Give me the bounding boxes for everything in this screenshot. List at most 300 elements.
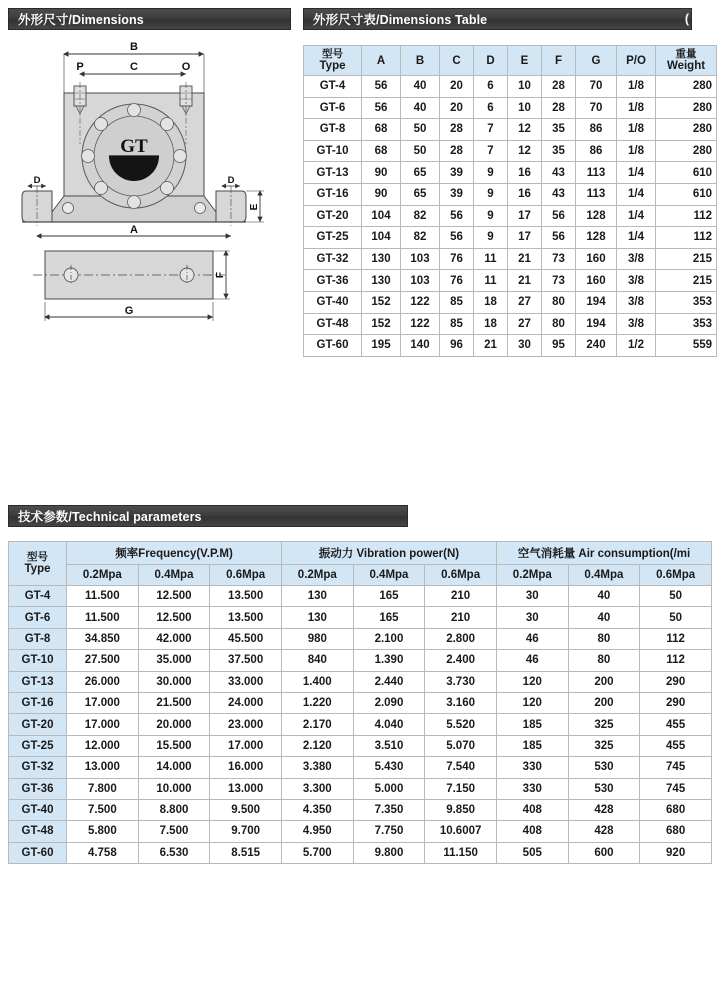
cell-a: 90 bbox=[362, 183, 401, 205]
column-header-c: C bbox=[440, 46, 474, 76]
cell-f06: 9.700 bbox=[210, 821, 282, 842]
cell-f: 80 bbox=[542, 291, 576, 313]
table-row bbox=[9, 778, 712, 799]
cell-a02: 408 bbox=[496, 821, 568, 842]
cell-a06: 745 bbox=[640, 757, 712, 778]
cell-d: 9 bbox=[474, 227, 508, 249]
cell-f02: 4.758 bbox=[67, 842, 139, 863]
cell-type: GT-32 bbox=[304, 248, 362, 270]
cell-a02: 185 bbox=[496, 735, 568, 756]
cell-g: 194 bbox=[576, 291, 617, 313]
cell-v04: 5.430 bbox=[353, 757, 425, 778]
cell-d: 9 bbox=[474, 205, 508, 227]
table-row bbox=[304, 313, 717, 335]
cell-a06: 290 bbox=[640, 692, 712, 713]
cell-b: 40 bbox=[401, 76, 440, 98]
cell-a04: 428 bbox=[568, 821, 640, 842]
column-header-type-tech-cn: 型号 bbox=[27, 550, 48, 563]
cell-f04: 15.500 bbox=[138, 735, 210, 756]
cell-f02: 17.000 bbox=[67, 692, 139, 713]
cell-weight: 280 bbox=[656, 97, 717, 119]
column-header-air-04: 0.4Mpa bbox=[568, 565, 640, 586]
cell-a04: 600 bbox=[568, 842, 640, 863]
column-header-type-tech bbox=[9, 542, 67, 586]
table-row bbox=[304, 162, 717, 184]
cell-f06: 13.500 bbox=[210, 586, 282, 607]
dimension-f bbox=[213, 251, 230, 299]
cell-type: GT-36 bbox=[9, 778, 67, 799]
cell-type: GT-6 bbox=[304, 97, 362, 119]
section-header-dimensions-label: 外形尺寸/Dimensions bbox=[18, 13, 144, 27]
cell-f: 43 bbox=[542, 162, 576, 184]
cell-po: 1/4 bbox=[617, 205, 656, 227]
dimension-label-d-right: D bbox=[227, 175, 235, 186]
cell-v02: 1.400 bbox=[281, 671, 353, 692]
table-row bbox=[304, 335, 717, 357]
cell-po: 1/4 bbox=[617, 162, 656, 184]
cell-v02: 4.950 bbox=[281, 821, 353, 842]
cell-type: GT-4 bbox=[304, 76, 362, 98]
cell-f06: 37.500 bbox=[210, 650, 282, 671]
cell-f04: 7.500 bbox=[138, 821, 210, 842]
cell-po: 3/8 bbox=[617, 248, 656, 270]
column-header-g: G bbox=[576, 46, 617, 76]
cell-f02: 12.000 bbox=[67, 735, 139, 756]
cell-weight: 559 bbox=[656, 335, 717, 357]
table-row bbox=[304, 140, 717, 162]
technical-parameters-table bbox=[8, 541, 712, 864]
section-header-dimensions bbox=[8, 8, 291, 30]
cell-a: 104 bbox=[362, 205, 401, 227]
cell-a06: 290 bbox=[640, 671, 712, 692]
table-row bbox=[9, 821, 712, 842]
cell-a: 195 bbox=[362, 335, 401, 357]
cell-b: 50 bbox=[401, 119, 440, 141]
dimension-label-a: A bbox=[130, 224, 138, 236]
cell-d: 9 bbox=[474, 183, 508, 205]
cell-f06: 13.500 bbox=[210, 607, 282, 628]
dimension-label-f: F bbox=[215, 271, 226, 279]
cell-v06: 11.150 bbox=[425, 842, 497, 863]
column-header-weight bbox=[656, 46, 717, 76]
cell-f: 43 bbox=[542, 183, 576, 205]
cell-b: 82 bbox=[401, 227, 440, 249]
technical-drawing bbox=[8, 36, 291, 326]
drawing-logo-gt: GT bbox=[120, 136, 148, 157]
front-view bbox=[22, 82, 246, 226]
cell-v04: 165 bbox=[353, 607, 425, 628]
cell-d: 7 bbox=[474, 119, 508, 141]
cell-v06: 210 bbox=[425, 586, 497, 607]
cell-f02: 7.800 bbox=[67, 778, 139, 799]
cell-c: 85 bbox=[440, 291, 474, 313]
cell-a04: 40 bbox=[568, 607, 640, 628]
cell-v06: 210 bbox=[425, 607, 497, 628]
cell-f: 35 bbox=[542, 140, 576, 162]
cell-f02: 11.500 bbox=[67, 586, 139, 607]
cell-f06: 24.000 bbox=[210, 692, 282, 713]
cell-g: 70 bbox=[576, 76, 617, 98]
cell-type: GT-6 bbox=[9, 607, 67, 628]
cell-v06: 5.520 bbox=[425, 714, 497, 735]
cell-a06: 112 bbox=[640, 650, 712, 671]
cell-b: 122 bbox=[401, 313, 440, 335]
cell-c: 20 bbox=[440, 97, 474, 119]
cell-v04: 9.800 bbox=[353, 842, 425, 863]
cell-g: 160 bbox=[576, 248, 617, 270]
column-header-freq-04: 0.4Mpa bbox=[138, 565, 210, 586]
column-header-type-tech-en: Type bbox=[24, 562, 51, 575]
cell-f: 80 bbox=[542, 313, 576, 335]
cell-weight: 353 bbox=[656, 313, 717, 335]
cell-v02: 2.170 bbox=[281, 714, 353, 735]
cell-g: 128 bbox=[576, 227, 617, 249]
cell-type: GT-4 bbox=[9, 586, 67, 607]
cell-f04: 12.500 bbox=[138, 586, 210, 607]
section-header-technical bbox=[8, 505, 408, 527]
section-header-dimensions-table-suffix: ( bbox=[684, 12, 689, 26]
table-row bbox=[304, 119, 717, 141]
cell-e: 12 bbox=[508, 140, 542, 162]
cell-a04: 325 bbox=[568, 714, 640, 735]
cell-a04: 530 bbox=[568, 778, 640, 799]
cell-type: GT-25 bbox=[9, 735, 67, 756]
cell-a02: 46 bbox=[496, 650, 568, 671]
cell-f02: 34.850 bbox=[67, 628, 139, 649]
cell-g: 113 bbox=[576, 162, 617, 184]
cell-f06: 33.000 bbox=[210, 671, 282, 692]
cell-po: 1/4 bbox=[617, 227, 656, 249]
column-header-type-en: Type bbox=[319, 59, 346, 72]
cell-c: 96 bbox=[440, 335, 474, 357]
cell-v04: 7.350 bbox=[353, 799, 425, 820]
cell-v02: 4.350 bbox=[281, 799, 353, 820]
cell-weight: 353 bbox=[656, 291, 717, 313]
cell-a04: 200 bbox=[568, 692, 640, 713]
cell-a: 68 bbox=[362, 119, 401, 141]
table-row bbox=[9, 650, 712, 671]
dimensions-table bbox=[303, 45, 717, 357]
dimension-g bbox=[45, 302, 213, 321]
cell-f02: 5.800 bbox=[67, 821, 139, 842]
cell-e: 16 bbox=[508, 183, 542, 205]
column-header-vib-06: 0.6Mpa bbox=[425, 565, 497, 586]
cell-v02: 130 bbox=[281, 586, 353, 607]
cell-g: 86 bbox=[576, 119, 617, 141]
cell-a: 152 bbox=[362, 291, 401, 313]
cell-c: 56 bbox=[440, 227, 474, 249]
cell-b: 65 bbox=[401, 183, 440, 205]
cell-v06: 10.6007 bbox=[425, 821, 497, 842]
group-header-air-consumption: 空气消耗量 Air consumption(/mi bbox=[496, 542, 711, 565]
cell-a06: 50 bbox=[640, 586, 712, 607]
table-row bbox=[9, 671, 712, 692]
cell-d: 11 bbox=[474, 270, 508, 292]
cell-v04: 2.100 bbox=[353, 628, 425, 649]
cell-v04: 7.750 bbox=[353, 821, 425, 842]
cell-d: 6 bbox=[474, 76, 508, 98]
group-header-frequency: 频率Frequency(V.P.M) bbox=[67, 542, 282, 565]
cell-v06: 3.730 bbox=[425, 671, 497, 692]
table-row bbox=[9, 692, 712, 713]
cell-v06: 2.800 bbox=[425, 628, 497, 649]
cell-v06: 3.160 bbox=[425, 692, 497, 713]
cell-e: 17 bbox=[508, 227, 542, 249]
cell-a06: 455 bbox=[640, 735, 712, 756]
cell-v06: 7.150 bbox=[425, 778, 497, 799]
cell-f: 73 bbox=[542, 270, 576, 292]
cell-a: 152 bbox=[362, 313, 401, 335]
column-header-a: A bbox=[362, 46, 401, 76]
cell-type: GT-13 bbox=[9, 671, 67, 692]
column-header-weight-cn: 重量 bbox=[675, 47, 697, 60]
cell-a06: 680 bbox=[640, 821, 712, 842]
table-row bbox=[304, 270, 717, 292]
dimension-d-left bbox=[28, 175, 46, 186]
cell-type: GT-60 bbox=[9, 842, 67, 863]
cell-e: 21 bbox=[508, 270, 542, 292]
plan-view bbox=[33, 251, 225, 299]
cell-a: 104 bbox=[362, 227, 401, 249]
cell-po: 3/8 bbox=[617, 313, 656, 335]
cell-c: 56 bbox=[440, 205, 474, 227]
cell-a: 130 bbox=[362, 270, 401, 292]
section-header-dimensions-table bbox=[303, 8, 692, 30]
column-header-freq-02: 0.2Mpa bbox=[67, 565, 139, 586]
cell-v02: 5.700 bbox=[281, 842, 353, 863]
cell-a: 90 bbox=[362, 162, 401, 184]
cell-v02: 980 bbox=[281, 628, 353, 649]
cell-v04: 2.440 bbox=[353, 671, 425, 692]
cell-type: GT-25 bbox=[304, 227, 362, 249]
cell-c: 28 bbox=[440, 140, 474, 162]
dimension-a bbox=[37, 224, 231, 236]
cell-b: 103 bbox=[401, 248, 440, 270]
cell-weight: 215 bbox=[656, 248, 717, 270]
cell-g: 194 bbox=[576, 313, 617, 335]
table-row bbox=[9, 607, 712, 628]
cell-a02: 408 bbox=[496, 799, 568, 820]
cell-d: 9 bbox=[474, 162, 508, 184]
dimension-label-p: P bbox=[76, 61, 84, 73]
cell-e: 10 bbox=[508, 76, 542, 98]
column-header-air-02: 0.2Mpa bbox=[496, 565, 568, 586]
cell-weight: 215 bbox=[656, 270, 717, 292]
cell-f02: 27.500 bbox=[67, 650, 139, 671]
cell-a06: 920 bbox=[640, 842, 712, 863]
cell-f: 28 bbox=[542, 97, 576, 119]
cell-c: 20 bbox=[440, 76, 474, 98]
cell-v06: 5.070 bbox=[425, 735, 497, 756]
cell-f04: 12.500 bbox=[138, 607, 210, 628]
cell-f02: 13.000 bbox=[67, 757, 139, 778]
cell-f04: 35.000 bbox=[138, 650, 210, 671]
cell-g: 70 bbox=[576, 97, 617, 119]
dimension-label-d-left: D bbox=[33, 175, 41, 186]
cell-a04: 428 bbox=[568, 799, 640, 820]
column-header-type-cn: 型号 bbox=[322, 47, 343, 60]
cell-type: GT-10 bbox=[304, 140, 362, 162]
table-row bbox=[304, 205, 717, 227]
cell-f06: 8.515 bbox=[210, 842, 282, 863]
cell-a04: 80 bbox=[568, 650, 640, 671]
cell-b: 65 bbox=[401, 162, 440, 184]
cell-e: 21 bbox=[508, 248, 542, 270]
cell-e: 12 bbox=[508, 119, 542, 141]
cell-e: 17 bbox=[508, 205, 542, 227]
cell-f06: 17.000 bbox=[210, 735, 282, 756]
cell-type: GT-20 bbox=[9, 714, 67, 735]
cell-po: 1/4 bbox=[617, 183, 656, 205]
cell-a: 56 bbox=[362, 76, 401, 98]
cell-c: 76 bbox=[440, 248, 474, 270]
cell-f06: 23.000 bbox=[210, 714, 282, 735]
cell-type: GT-16 bbox=[304, 183, 362, 205]
table-row bbox=[9, 757, 712, 778]
cell-f04: 30.000 bbox=[138, 671, 210, 692]
cell-f: 56 bbox=[542, 205, 576, 227]
cell-a02: 30 bbox=[496, 586, 568, 607]
cell-f06: 13.000 bbox=[210, 778, 282, 799]
cell-type: GT-40 bbox=[9, 799, 67, 820]
table-row bbox=[304, 183, 717, 205]
cell-f: 73 bbox=[542, 248, 576, 270]
cell-a04: 40 bbox=[568, 586, 640, 607]
cell-d: 18 bbox=[474, 291, 508, 313]
column-header-type bbox=[304, 46, 362, 76]
cell-a06: 745 bbox=[640, 778, 712, 799]
dimension-label-b: B bbox=[130, 41, 138, 53]
cell-f02: 26.000 bbox=[67, 671, 139, 692]
cell-d: 11 bbox=[474, 248, 508, 270]
cell-a02: 505 bbox=[496, 842, 568, 863]
cell-type: GT-32 bbox=[9, 757, 67, 778]
column-header-weight-en: Weight bbox=[666, 59, 706, 72]
cell-a04: 530 bbox=[568, 757, 640, 778]
cell-type: GT-48 bbox=[304, 313, 362, 335]
cell-a04: 80 bbox=[568, 628, 640, 649]
dimension-label-c: C bbox=[130, 61, 138, 73]
cell-f06: 45.500 bbox=[210, 628, 282, 649]
cell-v02: 2.120 bbox=[281, 735, 353, 756]
cell-weight: 112 bbox=[656, 227, 717, 249]
column-header-f: F bbox=[542, 46, 576, 76]
table-row bbox=[9, 714, 712, 735]
cell-a02: 46 bbox=[496, 628, 568, 649]
dimension-e bbox=[246, 191, 264, 222]
cell-a02: 330 bbox=[496, 757, 568, 778]
cell-f: 35 bbox=[542, 119, 576, 141]
cell-v02: 1.220 bbox=[281, 692, 353, 713]
cell-g: 160 bbox=[576, 270, 617, 292]
cell-e: 27 bbox=[508, 313, 542, 335]
cell-a06: 455 bbox=[640, 714, 712, 735]
cell-a02: 120 bbox=[496, 671, 568, 692]
cell-po: 1/2 bbox=[617, 335, 656, 357]
cell-weight: 280 bbox=[656, 140, 717, 162]
cell-b: 82 bbox=[401, 205, 440, 227]
cell-f02: 7.500 bbox=[67, 799, 139, 820]
table-row bbox=[9, 586, 712, 607]
cell-b: 50 bbox=[401, 140, 440, 162]
cell-a04: 200 bbox=[568, 671, 640, 692]
cell-a06: 680 bbox=[640, 799, 712, 820]
cell-po: 1/8 bbox=[617, 76, 656, 98]
column-header-d: D bbox=[474, 46, 508, 76]
column-header-po: P/O bbox=[617, 46, 656, 76]
cell-a02: 185 bbox=[496, 714, 568, 735]
cell-b: 40 bbox=[401, 97, 440, 119]
cell-v04: 165 bbox=[353, 586, 425, 607]
table-row bbox=[9, 628, 712, 649]
cell-f: 28 bbox=[542, 76, 576, 98]
table-row bbox=[304, 97, 717, 119]
dimension-label-g: G bbox=[124, 305, 134, 317]
section-header-dimensions-table-label: 外形尺寸表/Dimensions Table bbox=[313, 13, 488, 27]
cell-v04: 2.090 bbox=[353, 692, 425, 713]
cell-type: GT-10 bbox=[9, 650, 67, 671]
dimension-label-o: O bbox=[181, 61, 191, 73]
cell-b: 122 bbox=[401, 291, 440, 313]
cell-f: 56 bbox=[542, 227, 576, 249]
cell-f02: 17.000 bbox=[67, 714, 139, 735]
technical-table-group-header-row bbox=[9, 542, 712, 565]
cell-po: 3/8 bbox=[617, 291, 656, 313]
table-row bbox=[9, 799, 712, 820]
cell-c: 39 bbox=[440, 183, 474, 205]
table-row bbox=[9, 842, 712, 863]
cell-v02: 3.300 bbox=[281, 778, 353, 799]
cell-f04: 14.000 bbox=[138, 757, 210, 778]
cell-f06: 9.500 bbox=[210, 799, 282, 820]
cell-type: GT-8 bbox=[9, 628, 67, 649]
cell-a06: 50 bbox=[640, 607, 712, 628]
cell-weight: 280 bbox=[656, 119, 717, 141]
cell-v02: 130 bbox=[281, 607, 353, 628]
cell-a: 56 bbox=[362, 97, 401, 119]
column-header-air-06: 0.6Mpa bbox=[640, 565, 712, 586]
cell-v04: 4.040 bbox=[353, 714, 425, 735]
cell-f06: 16.000 bbox=[210, 757, 282, 778]
cell-g: 128 bbox=[576, 205, 617, 227]
cell-type: GT-40 bbox=[304, 291, 362, 313]
column-header-b: B bbox=[401, 46, 440, 76]
cell-type: GT-13 bbox=[304, 162, 362, 184]
cell-d: 21 bbox=[474, 335, 508, 357]
cell-type: GT-20 bbox=[304, 205, 362, 227]
cell-f04: 42.000 bbox=[138, 628, 210, 649]
cell-po: 1/8 bbox=[617, 119, 656, 141]
cell-e: 27 bbox=[508, 291, 542, 313]
cell-type: GT-16 bbox=[9, 692, 67, 713]
technical-table-sub-header-row bbox=[9, 565, 712, 586]
cell-po: 1/8 bbox=[617, 97, 656, 119]
cell-e: 30 bbox=[508, 335, 542, 357]
cell-a06: 112 bbox=[640, 628, 712, 649]
cell-e: 10 bbox=[508, 97, 542, 119]
cell-g: 240 bbox=[576, 335, 617, 357]
cell-type: GT-60 bbox=[304, 335, 362, 357]
cell-f04: 8.800 bbox=[138, 799, 210, 820]
cell-c: 76 bbox=[440, 270, 474, 292]
cell-po: 3/8 bbox=[617, 270, 656, 292]
cell-a04: 325 bbox=[568, 735, 640, 756]
cell-b: 140 bbox=[401, 335, 440, 357]
cell-type: GT-48 bbox=[9, 821, 67, 842]
cell-g: 113 bbox=[576, 183, 617, 205]
cell-a02: 120 bbox=[496, 692, 568, 713]
cell-v02: 3.380 bbox=[281, 757, 353, 778]
